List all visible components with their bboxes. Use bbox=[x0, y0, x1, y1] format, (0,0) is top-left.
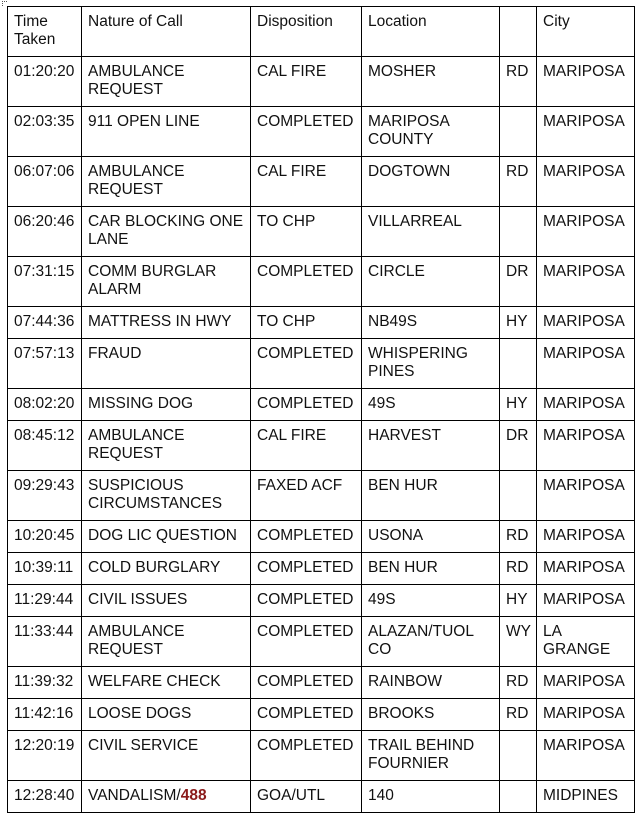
cell-suffix bbox=[500, 339, 537, 389]
cell-city bbox=[537, 699, 635, 731]
cell-disposition bbox=[251, 699, 362, 731]
disposition-text: COMPLETED bbox=[257, 737, 354, 754]
cell-suffix bbox=[500, 521, 537, 553]
location-text: MOSHER bbox=[368, 63, 437, 80]
city-text: MARIPOSA bbox=[543, 213, 625, 230]
cell-location bbox=[362, 521, 500, 553]
cell-nature bbox=[82, 57, 251, 107]
nature-text: COMM BURGLAR ALARM bbox=[88, 263, 217, 298]
city-text: MARIPOSA bbox=[543, 263, 625, 280]
cell-suffix bbox=[500, 553, 537, 585]
city-text: MARIPOSA bbox=[543, 113, 625, 130]
disposition-text: GOA/UTL bbox=[257, 787, 326, 804]
cell-disposition bbox=[251, 521, 362, 553]
cell-location bbox=[362, 339, 500, 389]
cell-time bbox=[8, 617, 82, 667]
table-row bbox=[8, 731, 635, 781]
disposition-text: COMPLETED bbox=[257, 263, 354, 280]
suffix-text: RD bbox=[506, 527, 529, 544]
suffix-text: RD bbox=[506, 163, 529, 180]
location-text: BEN HUR bbox=[368, 477, 438, 494]
location-text: HARVEST bbox=[368, 427, 441, 444]
cell-time bbox=[8, 521, 82, 553]
cell-city bbox=[537, 585, 635, 617]
cell-location bbox=[362, 307, 500, 339]
cell-disposition bbox=[251, 307, 362, 339]
cell-disposition bbox=[251, 57, 362, 107]
table-row bbox=[8, 521, 635, 553]
suffix-text: DR bbox=[506, 427, 529, 444]
location-text: 49S bbox=[368, 591, 396, 608]
cell-city bbox=[537, 521, 635, 553]
cell-location bbox=[362, 157, 500, 207]
table-row bbox=[8, 617, 635, 667]
cell-location bbox=[362, 257, 500, 307]
time-text: 07:57:13 bbox=[14, 345, 75, 362]
cell-time bbox=[8, 57, 82, 107]
city-text: MARIPOSA bbox=[543, 345, 625, 362]
cell-time bbox=[8, 471, 82, 521]
city-text: MARIPOSA bbox=[543, 673, 625, 690]
cell-suffix bbox=[500, 667, 537, 699]
time-text: 08:02:20 bbox=[14, 395, 75, 412]
disposition-text: COMPLETED bbox=[257, 527, 354, 544]
cell-suffix bbox=[500, 207, 537, 257]
cell-disposition bbox=[251, 107, 362, 157]
cell-disposition bbox=[251, 781, 362, 813]
disposition-text: COMPLETED bbox=[257, 345, 354, 362]
table-row bbox=[8, 781, 635, 813]
location-text: 49S bbox=[368, 395, 396, 412]
cell-nature bbox=[82, 421, 251, 471]
time-text: 12:20:19 bbox=[14, 737, 75, 754]
cell-suffix bbox=[500, 617, 537, 667]
cell-suffix bbox=[500, 389, 537, 421]
cell-suffix bbox=[500, 471, 537, 521]
nature-text: AMBULANCE REQUEST bbox=[88, 163, 185, 198]
cell-time bbox=[8, 207, 82, 257]
location-text: ALAZAN/TUOL CO bbox=[368, 623, 474, 658]
suffix-text: HY bbox=[506, 313, 528, 330]
cell-location bbox=[362, 667, 500, 699]
city-text: MARIPOSA bbox=[543, 705, 625, 722]
nature-text: COLD BURGLARY bbox=[88, 559, 221, 576]
location-text: USONA bbox=[368, 527, 424, 544]
header-suffix bbox=[500, 7, 537, 57]
table-row bbox=[8, 553, 635, 585]
cell-time bbox=[8, 339, 82, 389]
location-text: 140 bbox=[368, 787, 394, 804]
time-text: 11:29:44 bbox=[14, 591, 74, 608]
cell-suffix bbox=[500, 257, 537, 307]
time-text: 11:42:16 bbox=[14, 705, 74, 722]
cell-city bbox=[537, 781, 635, 813]
disposition-text: COMPLETED bbox=[257, 559, 354, 576]
table-row bbox=[8, 107, 635, 157]
cell-disposition bbox=[251, 553, 362, 585]
disposition-text: COMPLETED bbox=[257, 705, 354, 722]
cell-time bbox=[8, 107, 82, 157]
cell-suffix bbox=[500, 107, 537, 157]
time-text: 11:39:32 bbox=[14, 673, 74, 690]
nature-text: MISSING DOG bbox=[88, 395, 194, 412]
suffix-text: RD bbox=[506, 673, 529, 690]
cell-location bbox=[362, 731, 500, 781]
cell-disposition bbox=[251, 339, 362, 389]
disposition-text: COMPLETED bbox=[257, 623, 354, 640]
nature-text: VANDALISM/ bbox=[88, 787, 181, 804]
suffix-text: RD bbox=[506, 559, 529, 576]
cell-disposition bbox=[251, 585, 362, 617]
time-text: 02:03:35 bbox=[14, 113, 75, 130]
cell-city bbox=[537, 207, 635, 257]
location-text: NB49S bbox=[368, 313, 418, 330]
city-text: MARIPOSA bbox=[543, 63, 625, 80]
cell-nature bbox=[82, 257, 251, 307]
disposition-text: COMPLETED bbox=[257, 673, 354, 690]
suffix-text: DR bbox=[506, 263, 529, 280]
cell-disposition bbox=[251, 389, 362, 421]
disposition-text: CAL FIRE bbox=[257, 63, 327, 80]
cell-nature bbox=[82, 781, 251, 813]
suffix-text: HY bbox=[506, 591, 528, 608]
cell-location bbox=[362, 207, 500, 257]
suffix-text: WY bbox=[506, 623, 531, 640]
cell-nature bbox=[82, 107, 251, 157]
city-text: MARIPOSA bbox=[543, 591, 625, 608]
suffix-text: RD bbox=[506, 63, 529, 80]
cell-city bbox=[537, 339, 635, 389]
disposition-text: TO CHP bbox=[257, 313, 316, 330]
cell-location bbox=[362, 585, 500, 617]
location-text: BEN HUR bbox=[368, 559, 438, 576]
time-text: 12:28:40 bbox=[14, 787, 75, 804]
cell-nature bbox=[82, 307, 251, 339]
cell-city bbox=[537, 617, 635, 667]
city-text: MARIPOSA bbox=[543, 163, 625, 180]
header-location: Location bbox=[362, 7, 500, 57]
disposition-text: CAL FIRE bbox=[257, 427, 327, 444]
cell-city bbox=[537, 157, 635, 207]
cell-location bbox=[362, 617, 500, 667]
cell-location bbox=[362, 471, 500, 521]
table-row bbox=[8, 471, 635, 521]
cell-nature bbox=[82, 339, 251, 389]
header-time: Time Taken bbox=[8, 7, 82, 57]
city-text: MARIPOSA bbox=[543, 313, 625, 330]
table-row bbox=[8, 389, 635, 421]
nature-text: MATTRESS IN HWY bbox=[88, 313, 232, 330]
cell-nature bbox=[82, 553, 251, 585]
table-row bbox=[8, 57, 635, 107]
nature-text: AMBULANCE REQUEST bbox=[88, 623, 185, 658]
cell-city bbox=[537, 421, 635, 471]
time-text: 10:20:45 bbox=[14, 527, 75, 544]
cell-nature bbox=[82, 617, 251, 667]
disposition-text: TO CHP bbox=[257, 213, 316, 230]
nature-text: AMBULANCE REQUEST bbox=[88, 427, 185, 462]
nature-text: DOG LIC QUESTION bbox=[88, 527, 237, 544]
cell-nature bbox=[82, 521, 251, 553]
city-text: MARIPOSA bbox=[543, 477, 625, 494]
cell-nature bbox=[82, 585, 251, 617]
time-text: 07:31:15 bbox=[14, 263, 75, 280]
cell-city bbox=[537, 731, 635, 781]
nature-code-text: 488 bbox=[180, 787, 207, 804]
time-text: 10:39:11 bbox=[14, 559, 74, 576]
nature-text: SUSPICIOUS CIRCUMSTANCES bbox=[88, 477, 223, 512]
city-text: LA GRANGE bbox=[543, 623, 611, 658]
nature-text: CAR BLOCKING ONE LANE bbox=[88, 213, 244, 248]
cell-suffix bbox=[500, 307, 537, 339]
cell-time bbox=[8, 307, 82, 339]
time-text: 07:44:36 bbox=[14, 313, 75, 330]
disposition-text: COMPLETED bbox=[257, 591, 354, 608]
cell-suffix bbox=[500, 421, 537, 471]
cell-time bbox=[8, 699, 82, 731]
city-text: MARIPOSA bbox=[543, 527, 625, 544]
suffix-text: HY bbox=[506, 395, 528, 412]
nature-text: FRAUD bbox=[88, 345, 142, 362]
cell-suffix bbox=[500, 699, 537, 731]
cell-disposition bbox=[251, 421, 362, 471]
cell-disposition bbox=[251, 471, 362, 521]
cell-time bbox=[8, 585, 82, 617]
cell-location bbox=[362, 421, 500, 471]
table-row bbox=[8, 585, 635, 617]
cell-disposition bbox=[251, 257, 362, 307]
cell-disposition bbox=[251, 731, 362, 781]
time-text: 09:29:43 bbox=[14, 477, 75, 494]
cell-disposition bbox=[251, 157, 362, 207]
table-row bbox=[8, 667, 635, 699]
header-disposition: Disposition bbox=[251, 7, 362, 57]
cell-nature bbox=[82, 699, 251, 731]
cell-time bbox=[8, 389, 82, 421]
city-text: MARIPOSA bbox=[543, 395, 625, 412]
cell-disposition bbox=[251, 617, 362, 667]
city-text: MARIPOSA bbox=[543, 427, 625, 444]
nature-text: 911 OPEN LINE bbox=[88, 113, 200, 130]
header-city: City bbox=[537, 7, 635, 57]
location-text: VILLARREAL bbox=[368, 213, 462, 230]
cell-location bbox=[362, 781, 500, 813]
location-text: BROOKS bbox=[368, 705, 435, 722]
table-row bbox=[8, 207, 635, 257]
cell-nature bbox=[82, 207, 251, 257]
time-text: 06:07:06 bbox=[14, 163, 75, 180]
suffix-text: RD bbox=[506, 705, 529, 722]
cell-city bbox=[537, 553, 635, 585]
time-text: 01:20:20 bbox=[14, 63, 75, 80]
cell-time bbox=[8, 553, 82, 585]
location-text: DOGTOWN bbox=[368, 163, 451, 180]
cell-location bbox=[362, 389, 500, 421]
cell-suffix bbox=[500, 585, 537, 617]
cell-time bbox=[8, 421, 82, 471]
cell-city bbox=[537, 389, 635, 421]
location-text: MARIPOSA COUNTY bbox=[368, 113, 449, 148]
disposition-text: COMPLETED bbox=[257, 113, 354, 130]
disposition-text: FAXED ACF bbox=[257, 477, 343, 494]
cell-nature bbox=[82, 731, 251, 781]
header-row bbox=[8, 7, 635, 57]
location-text: WHISPERING PINES bbox=[368, 345, 468, 380]
call-log-table bbox=[7, 6, 635, 813]
time-text: 06:20:46 bbox=[14, 213, 75, 230]
cell-suffix bbox=[500, 781, 537, 813]
cell-location bbox=[362, 57, 500, 107]
disposition-text: COMPLETED bbox=[257, 395, 354, 412]
cell-time bbox=[8, 667, 82, 699]
cell-disposition bbox=[251, 207, 362, 257]
table-row bbox=[8, 339, 635, 389]
time-text: 08:45:12 bbox=[14, 427, 75, 444]
table-row bbox=[8, 699, 635, 731]
cell-location bbox=[362, 107, 500, 157]
cell-time bbox=[8, 731, 82, 781]
city-text: MARIPOSA bbox=[543, 559, 625, 576]
nature-text: CIVIL ISSUES bbox=[88, 591, 188, 608]
cell-location bbox=[362, 699, 500, 731]
cell-suffix bbox=[500, 57, 537, 107]
cell-city bbox=[537, 471, 635, 521]
cell-city bbox=[537, 107, 635, 157]
cell-city bbox=[537, 307, 635, 339]
header-nature: Nature of Call bbox=[82, 7, 251, 57]
nature-text: LOOSE DOGS bbox=[88, 705, 192, 722]
cell-nature bbox=[82, 389, 251, 421]
cell-location bbox=[362, 553, 500, 585]
table-row bbox=[8, 421, 635, 471]
cell-suffix bbox=[500, 731, 537, 781]
city-text: MIDPINES bbox=[543, 787, 618, 804]
location-text: RAINBOW bbox=[368, 673, 443, 690]
table-row bbox=[8, 157, 635, 207]
cell-city bbox=[537, 257, 635, 307]
cell-time bbox=[8, 781, 82, 813]
table-row bbox=[8, 307, 635, 339]
cell-disposition bbox=[251, 667, 362, 699]
location-text: TRAIL BEHIND FOURNIER bbox=[368, 737, 475, 772]
cell-nature bbox=[82, 157, 251, 207]
city-text: MARIPOSA bbox=[543, 737, 625, 754]
disposition-text: CAL FIRE bbox=[257, 163, 327, 180]
cell-suffix bbox=[500, 157, 537, 207]
cell-time bbox=[8, 257, 82, 307]
location-text: CIRCLE bbox=[368, 263, 425, 280]
cell-city bbox=[537, 57, 635, 107]
cell-nature bbox=[82, 667, 251, 699]
cell-nature bbox=[82, 471, 251, 521]
cell-city bbox=[537, 667, 635, 699]
cell-time bbox=[8, 157, 82, 207]
table-row bbox=[8, 257, 635, 307]
time-text: 11:33:44 bbox=[14, 623, 74, 640]
nature-text: AMBULANCE REQUEST bbox=[88, 63, 185, 98]
nature-text: CIVIL SERVICE bbox=[88, 737, 199, 754]
nature-text: WELFARE CHECK bbox=[88, 673, 221, 690]
